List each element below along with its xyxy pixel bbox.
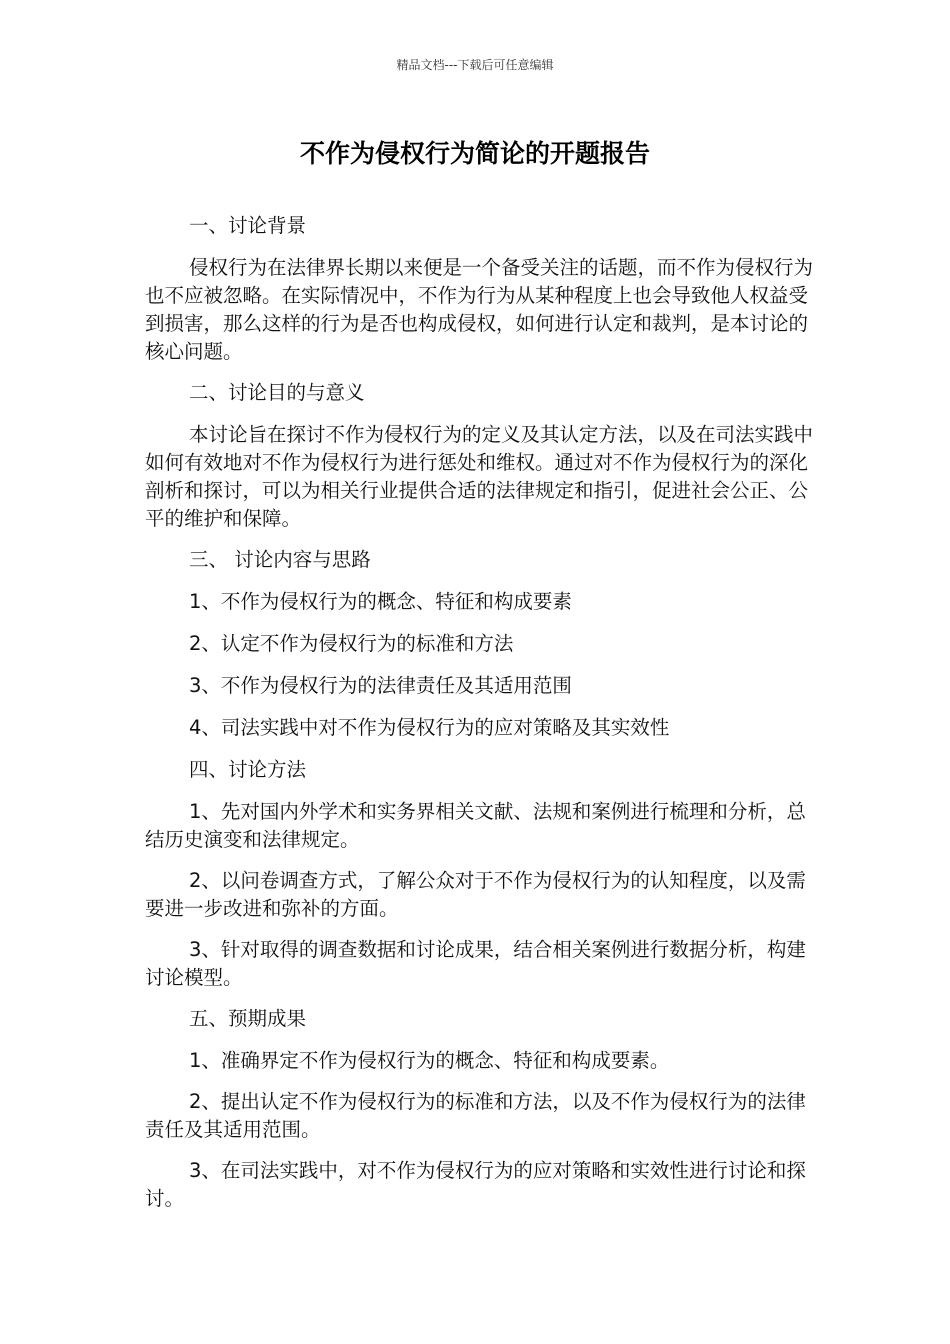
list-item-outcome: 1、准确界定不作为侵权行为的概念、特征和构成要素。 xyxy=(189,1049,670,1072)
section-heading-background: 一、讨论背景 xyxy=(189,214,307,237)
document-body xyxy=(145,212,813,1226)
list-item-content: 2、认定不作为侵权行为的标准和方法 xyxy=(189,632,514,655)
page-header: 精品文档---下载后可任意编辑 xyxy=(396,58,554,72)
list-item-method: 1、先对国内外学术和实务界相关文献、法规和案例进行梳理和分析，总结历史演变和法律规定。 xyxy=(145,800,806,851)
document-title: 不作为侵权行为简论的开题报告 xyxy=(299,139,650,168)
section-heading-methods: 四、讨论方法 xyxy=(189,758,307,781)
paragraph-background: 侵权行为在法律界长期以来便是一个备受关注的话题，而不作为侵权行为也不应被忽略。在实际情况中，不作为行为从某种程度上也会导致他人权益受到损害，那么这样的行为是否也构成侵权，如何进行认定和裁判，是本讨论的核心问题。 xyxy=(145,256,814,363)
list-item-content: 3、不作为侵权行为的法律责任及其适用范围 xyxy=(189,674,572,697)
list-item-content: 4、司法实践中对不作为侵权行为的应对策略及其实效性 xyxy=(189,716,670,739)
paragraph-purpose: 本讨论旨在探讨不作为侵权行为的定义及其认定方法，以及在司法实践中如何有效地对不作为侵权行为进行惩处和维权。通过对不作为侵权行为的深化剖析和探讨，可以为相关行业提供合适的法律规定和指引，促进社会公正、公平的维护和保障。 xyxy=(145,423,814,530)
list-item-method: 2、以问卷调查方式，了解公众对于不作为侵权行为的认知程度，以及需要进一步改进和弥补的方面。 xyxy=(145,869,806,920)
list-item-content: 1、不作为侵权行为的概念、特征和构成要素 xyxy=(189,590,572,613)
section-heading-outcomes: 五、预期成果 xyxy=(189,1007,307,1030)
list-item-method: 3、针对取得的调查数据和讨论成果，结合相关案例进行数据分析，构建讨论模型。 xyxy=(145,938,806,989)
list-item-outcome: 2、提出认定不作为侵权行为的标准和方法，以及不作为侵权行为的法律责任及其适用范围。 xyxy=(145,1090,806,1141)
list-item-outcome: 3、在司法实践中，对不作为侵权行为的应对策略和实效性进行讨论和探讨。 xyxy=(145,1159,806,1210)
section-heading-purpose: 二、讨论目的与意义 xyxy=(189,381,365,404)
section-heading-content: 三、 讨论内容与思路 xyxy=(189,548,371,571)
